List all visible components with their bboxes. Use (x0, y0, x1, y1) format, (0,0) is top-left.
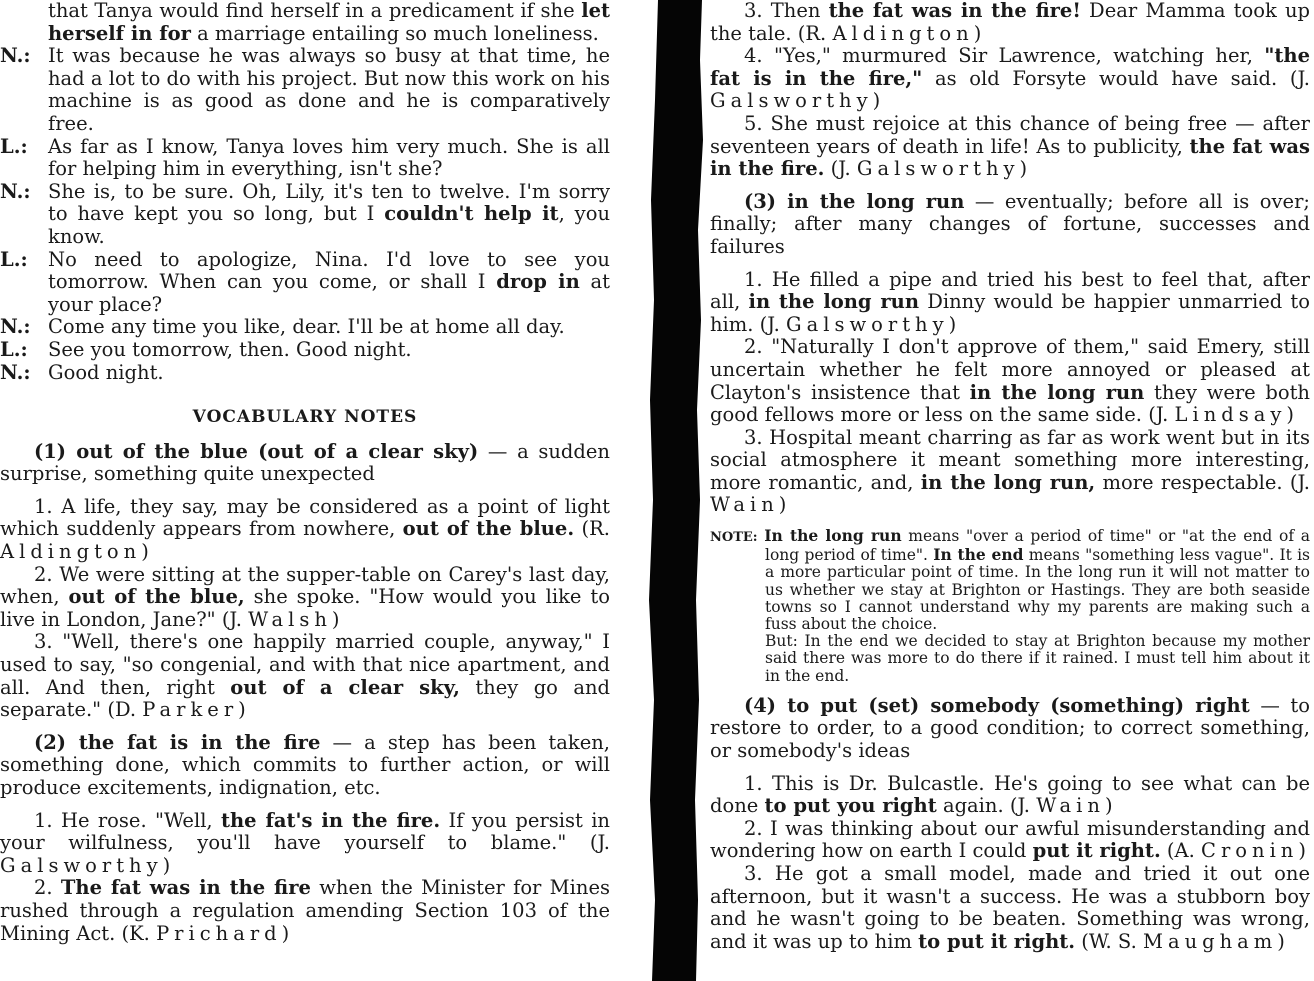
entry-example: 3. Hospital meant charring as far as work went but in its social atmosphere it meant something more interesting, more romantic, and, in the long run, more respectable. (J. Wain) (710, 425, 1310, 517)
left-page (0, 0, 610, 945)
dialogue-line: N.: Good night. (0, 360, 164, 384)
entry-example: 1. A life, they say, may be considered as a point of light which suddenly appears from nowhere, out of the blue. (R. Aldington) (0, 494, 610, 564)
entry-example: 2. We were sitting at the supper-table on Carey's last day, when, out of the blue, she spoke. "How would you like to live in London, Jane?" (J. Walsh) (0, 562, 610, 631)
entry-definition: (4) to put (set) somebody (something) right — to restore to order, to a good condition; to correct something, or somebody's ideas (710, 693, 1310, 763)
entry-example: 2. I was thinking about our awful misunderstanding and wondering how on earth I could put it right. (A. Cronin) (710, 816, 1310, 863)
dialogue-line: N.: She is, to be sure. Oh, Lily, it's ten to twelve. I'm sorry to have kept you so long, but I couldn't help it, you know. (0, 179, 610, 248)
right-page (710, 0, 1310, 953)
entry-example: 1. This is Dr. Bulcastle. He's going to see what can be done to put you right again. (J. Wain) (710, 771, 1310, 818)
dialogue-line: L.: See you tomorrow, then. Good night. (0, 337, 412, 361)
entry-definition: (2) the fat is in the fire — a step has been taken, something done, which commits to further action, or will produce excitements, indignation, etc. (0, 730, 610, 799)
entry-example: 4. "Yes," murmured Sir Lawrence, watching her, "the fat is in the fire," as old Forsyte would have said. (J. Galsworthy) (710, 44, 1310, 113)
usage-note: NOTE: In the long run means "over a period of time" or "at the end of a long period of time". In the end means "something less vague". It is a more particular point of time. In the long run it will not matter to us whether we stay at Brighton or Hastings. They are both seaside towns so I cannot understand why my parents are making such a fuss about the choice. (710, 526, 1310, 634)
entry-example: 1. He filled a pipe and tried his best to feel that, after all, in the long run Dinny would be happier unmarried to him. (J. Galsworthy) (710, 267, 1311, 336)
entry-example: 2. The fat was in the fire when the Minister for Mines rushed through a regulation amending Section 103 of the Mining Act. (K. Prichard) (0, 876, 610, 945)
entry-example: 2. "Naturally I don't approve of them," said Emery, still uncertain whether he felt more annoyed or pleased at Clayton's insistence that in the long run they were both good fellows more or less on the same side. (J. Lindsay) (710, 335, 1310, 427)
dialogue-line: L.: No need to apologize, Nina. I'd love to see you tomorrow. When can you come, or shall I drop in at your place? (0, 247, 610, 316)
intro-paragraph: that Tanya would find herself in a predicament if she let herself in for a marriage entailing so much loneliness. (48, 0, 611, 45)
entry-definition: (1) out of the blue (out of a clear sky) — a sudden surprise, something quite unexpected (0, 439, 610, 486)
entry-example: 1. He rose. "Well, the fat's in the fire. If you persist in your wilfulness, you'll have yourself to blame." (J. Galsworthy) (0, 808, 610, 877)
entry-definition: (3) in the long run — eventually; before all is over; finally; after many changes of fortune, successes and failures (710, 189, 1310, 258)
dialogue-line: N.: It was because he was always so busy at that time, he had a lot to do with his project. But now this work on his machine is as good as done and he is comparatively free. (0, 44, 610, 135)
entry-example: 3. Then the fat was in the fire! Dear Mamma took up the tale. (R. Aldington) (710, 0, 1311, 45)
entry-example: 3. He got a small model, made and tried it out one afternoon, but it wasn't a success. He was a stubborn boy and he wasn't going to be beaten. Something was wrong, and it was up to him to put it right. (W. S. Maugham) (710, 862, 1310, 953)
entry-example: 5. She must rejoice at this chance of being free — after seventeen years of death in life! As to publicity, the fat was in the fire. (J. Galsworthy) (710, 111, 1310, 181)
section-heading: VOCABULARY NOTES (192, 407, 418, 428)
entry-example: 3. "Well, there's one happily married couple, anyway," I used to say, "so congenial, and with that nice apartment, and all. And then, right out of a clear sky, they go and separate." (D. Parker) (0, 630, 611, 722)
dialogue-line: L.: As far as I know, Tanya loves him very much. She is all for helping him in everything, isn't she? (0, 134, 610, 181)
dialogue-line: N.: Come any time you like, dear. I'll be at home all day. (0, 315, 565, 339)
usage-note-continued: But: In the end we decided to stay at Brighton because my mother said there was more to do there if it rained. I must tell him about it in the end. (765, 632, 1310, 685)
book-gutter-shadow (640, 0, 705, 981)
